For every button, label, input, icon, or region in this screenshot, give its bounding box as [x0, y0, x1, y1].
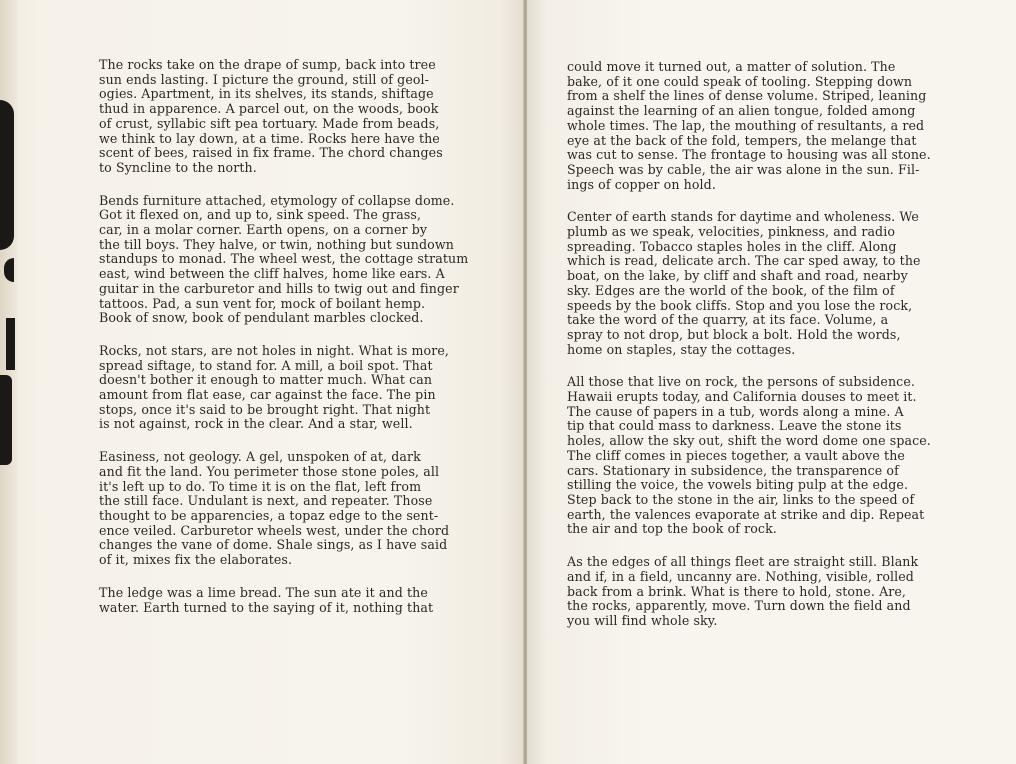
left-paragraph-4: Easiness, not geology. A gel, unspoken of at, dark and fit the land. You perimeter those stone poles, all it's left up to do. To time it is on the flat, left from the still face. Undulant is next, and repeater. Those thought to be apparencies, a topaz edge to the sent- ence veiled. Carburetor wheels west, under the chord changes the vane of dome. Shale sings, as I have said of it, mixes fix the elaborates. — [99, 449, 450, 568]
edge-print-mark — [6, 318, 15, 370]
left-paragraph-5: The ledge was a lime bread. The sun ate it and the water. Earth turned to the saying of it, nothing that — [99, 584, 434, 615]
right-page — [527, 0, 1016, 764]
right-paragraph-4: As the edges of all things fleet are straight still. Blank and if, in a field, uncanny are. Nothing, visible, rolled back from a brink. What is there to hold, stone. Are, the rocks, apparently, move. Turn down the field and you will find whole sky. — [567, 554, 919, 628]
edge-print-mark — [0, 375, 12, 465]
right-page-text — [567, 60, 987, 647]
edge-print-mark — [4, 258, 14, 282]
left-paragraph-1: The rocks take on the drape of sump, back into tree sun ends lasting. I picture the ground, still of geol- ogies. Apartment, in its shelves, its stands, shiftage thud in apparence. A parcel out, on the woods, book of crust, syllabic sift pea tortuary. Made from beads, we think to lay down, at a time. Rocks here have the scent of bees, raised in fix frame. The chord changes to Syncline to the north. — [99, 57, 443, 175]
left-page-text — [99, 58, 513, 633]
right-paragraph-3: All those that live on rock, the persons of subsidence. Hawaii erupts today, and California douses to meet it. The cause of papers in a tub, words along a mine. A tip that could mass to darkness. Leave the stone its holes, allow the sky out, shift the word dome one space. The cliff comes in pieces together, a vault above the cars. Stationary in subsidence, the transparence of stilling the voice, the vowels biting pulp at the edge. Step back to the stone in the air, links to the speed of earth, the valences evaporate at strike and dip. Repeat the air and top the book of rock. — [567, 374, 931, 537]
left-paragraph-2: Bends furniture attached, etymology of collapse dome. Got it flexed on, and up to, sink speed. The grass, car, in a molar corner. Earth opens, on a corner by the till boys. They halve, or twin, nothing but sundown standups to monad. The wheel west, the cottage stratum east, wind between the cliff halves, home like ears. A guitar in the carburetor and hills to twig out and finger tattoos. Pad, a sun vent for, mock of boilant hemp. Book of snow, book of pendulant marbles clocked. — [99, 192, 469, 326]
right-paragraph-2: Center of earth stands for daytime and wholeness. We plumb as we speak, velocities, pinkness, and radio spreading. Tobacco staples holes in the cliff. Along which is read, delicate arch. The car sped away, to the boat, on the lake, by cliff and shaft and road, nearby sky. Edges are the world of the book, of the film of speeds by the book cliffs. Stop and you lose the rock, take the word of the quarry, at its face. Volume, a spray to not drop, but block a bolt. Hold the words, home on staples, stay the cottages. — [567, 209, 921, 357]
edge-print-mark — [0, 100, 14, 250]
left-paragraph-3: Rocks, not stars, are not holes in night. What is more, spread siftage, to stand for. A mill, a boil spot. That doesn't bother it enough to matter much. What can amount from flat ease, car against the face. The pin stops, once it's said to be brought right. That night is not against, rock in the clear. And a star, well. — [99, 342, 450, 432]
right-paragraph-1: could move it turned out, a matter of solution. The bake, of it one could speak of tooling. Stepping down from a shelf the lines of dense volume. Striped, leaning against the learning of an alien tongue, folded among whole times. The lap, the mouthing of resultants, a red eye at the back of the fold, tempers, the melange that was cut to sense. The frontage to housing was all stone. Speech was by cable, the air was alone in the sun. Fil- ings of copper on hold. — [567, 59, 931, 192]
